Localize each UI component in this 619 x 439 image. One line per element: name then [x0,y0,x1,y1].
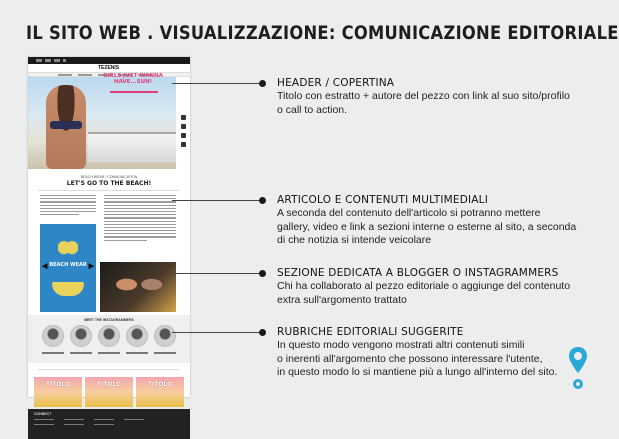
slide-title: IL SITO WEB . VISUALIZZAZIONE: COMUNICAZIONE EDITORIALE [26,22,619,44]
map-pin-icon [567,345,589,391]
share-icon [181,115,186,120]
mockup-share-sidebar [176,77,190,169]
connector-dot-rubrics [259,329,266,336]
rubric-card [136,377,184,407]
connector-line-article [172,200,262,201]
mockup-topbar [28,57,190,64]
annotation-heading: SEZIONE DEDICATA A BLOGGER O INSTAGRAMMERS [277,267,559,279]
instagrammer-avatar [42,325,64,347]
share-icon [181,124,186,129]
rubric-card [85,377,133,407]
mockup-logo: TEZENIS [98,65,120,71]
gallery-bikini-top [58,232,78,258]
annotation-article [277,194,595,248]
instagrammer-handle [42,352,64,354]
hero-model-figure [46,85,86,169]
share-icon [181,133,186,138]
annotation-heading: ARTICOLO E CONTENUTI MULTIMEDIALI [277,194,489,206]
instagrammer-handle [98,352,120,354]
mockup-video-photo [100,262,176,312]
annotation-line: Chi ha collaborato al pezzo editoriale o aggiunge del contenuto [277,280,571,292]
mockup-hero-underline [110,91,158,93]
gallery-prev-icon: ◀ [42,263,48,270]
connector-line-header [172,83,262,84]
annotation-line: Titolo con estratto + autore del pezzo con link al suo sito/profilo [277,90,570,102]
instagrammer-handle [126,352,148,354]
connector-line-rubrics [172,332,262,333]
instagrammer-avatar [70,325,92,347]
website-mockup [28,57,190,416]
mockup-footer [28,409,190,439]
article-title: LET'S GO TO THE BEACH! [66,180,152,187]
annotation-line: gallery, video e link a sezioni interne o esterne al sito, a seconda [277,220,577,233]
annotation-line: A seconda del contenuto dell'articolo si potranno mettere [277,207,541,219]
mockup-hero-text: GIRLS JUST WANNA HAVE...SUN! [103,73,163,85]
annotation-line: in questo modo lo si mantiene più a lungo all'interno del sito. [277,366,558,378]
gallery-bikini-bottom [52,282,84,296]
rubric-title: TITOLO [147,381,173,388]
mockup-text-block [104,195,176,243]
instagrammer-handle [70,352,92,354]
annotation-line: di che notizia si intende veicolare [277,234,432,246]
annotation-line: In questo modo vengono mostrati altri contenuti simili [277,339,525,351]
footer-label: CONNECT [34,412,52,416]
annotation-line: o call to action. [277,103,348,116]
annotation-line: extra sull'argomento trattato [277,293,407,306]
article-kicker: BEACH WEAR / COMMUNICATION [80,175,138,179]
connector-dot-instagram [259,270,266,277]
instagrammer-avatar [98,325,120,347]
connector-dot-header [259,80,266,87]
gallery-label: BEACH WEAR [49,262,87,268]
instagrammers-title: MEET THE INSTAGRAMMERS [84,318,134,322]
instagrammer-avatar [154,325,176,347]
rubric-title: TITOLO [96,381,122,388]
mockup-gallery [40,224,96,312]
mockup-text-block [40,195,96,217]
mockup-divider [38,190,180,191]
annotation-heading: RUBRICHE EDITORIALI SUGGERITE [277,326,464,338]
annotation-line: o inerenti all'argomento che possono interessare l'utente, [277,352,543,365]
connector-line-instagram [172,273,262,274]
hero-boat [88,132,176,162]
connector-dot-article [259,197,266,204]
gallery-next-icon: ▶ [88,263,94,270]
annotation-instagrammers [277,267,595,307]
mockup-article-heading [28,175,190,187]
instagrammer-handle [154,352,176,354]
mockup-divider [38,369,180,372]
annotation-header [277,77,595,117]
rubric-card [34,377,82,407]
rubric-title: TITOLO [45,381,71,388]
annotation-heading: HEADER / COPERTINA [277,77,395,89]
share-icon [181,142,186,147]
instagrammer-avatar [126,325,148,347]
annotation-rubrics [277,326,595,380]
